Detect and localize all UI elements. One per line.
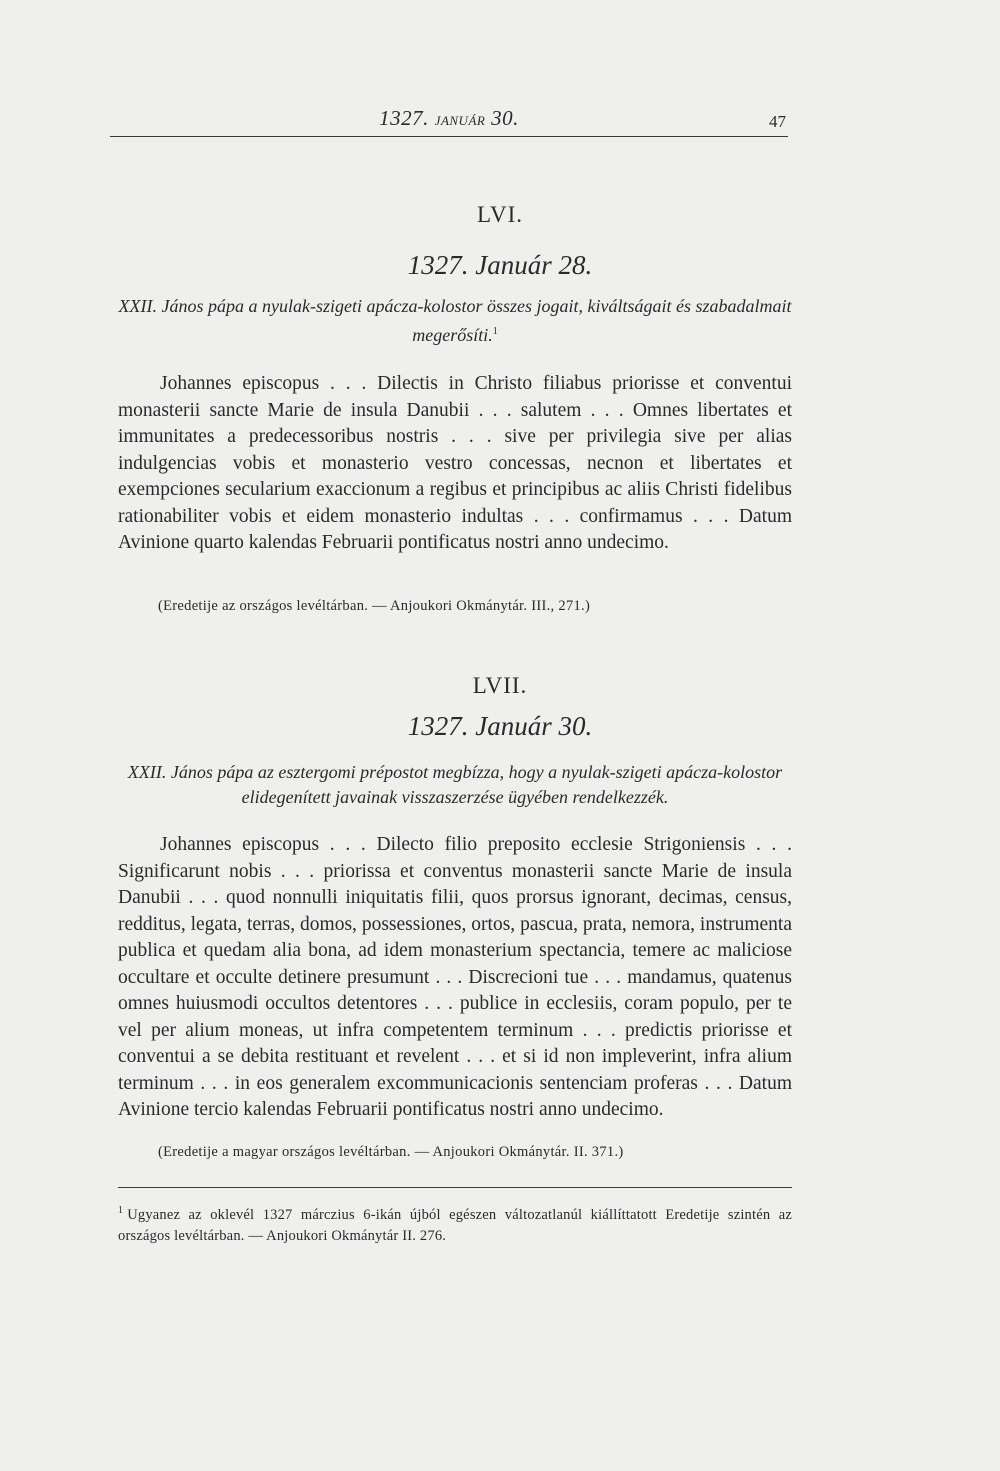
running-title-day: 30. xyxy=(491,106,519,130)
regest-text: XXII. János pápa a nyulak-szigeti apácza-kolostor összes jogait, kiváltságait és szabadalmait megerősíti. xyxy=(118,296,792,345)
source-note: (Eredetije az országos levéltárban. — Anjoukori Okmánytár. III., 271.) xyxy=(158,598,591,614)
page-number: 47 xyxy=(769,112,786,131)
running-title-month: JANUÁR xyxy=(434,113,486,128)
source-note: (Eredetije a magyar országos levéltárban. — Anjoukori Okmánytár. II. 371.) xyxy=(158,1144,624,1160)
footnote-reference: 1 xyxy=(492,326,498,337)
document-number: LVII. xyxy=(472,673,528,698)
document-date: 1327. Január 30. xyxy=(407,711,593,741)
body-paragraph: Johannes episcopus . . . Dilectis in Christo filiabus priorisse et conventui monasterii sancte Marie de insula Danubii . . . salutem . . . Omnes libertates et immunitates a predecessoribus nostris . . . sive per privilegia sive per alias indulgencias vobis et monasterio vestro concessas, necnon et libertates et exempciones secularium exaccionum a regibus et principibus ac aliis Christi fidelibus rationabiliter vobis et eidem monasterio indultas . . . confirmamus . . . Datum Avinione quarto kalendas Februarii pontificatus nostri anno undecimo. xyxy=(118,373,792,553)
document-body xyxy=(118,371,792,557)
running-title-year: 1327. xyxy=(379,106,429,130)
footnote-mark: 1 xyxy=(118,1205,124,1216)
running-title xyxy=(110,106,788,131)
footnote-text: Ugyanez az oklevél 1327 márczius 6-ikán újból egészen változatlanúl kiállíttatott Eredetije szintén az országos levéltárban. — Anjoukori Okmánytár II. 276. xyxy=(118,1206,792,1244)
document-body xyxy=(118,832,792,1124)
footnote xyxy=(118,1200,792,1247)
running-head xyxy=(110,104,788,137)
body-paragraph: Johannes episcopus . . . Dilecto filio preposito ecclesie Strigoniensis . . . Significarunt nobis . . . priorissa et conventus monasterii sancte Marie de insula Danubii . . . quod nonnulli iniquitatis filii, quos prorsus ignorant, decimas, census, redditus, legata, terras, domos, possessiones, ortos, pascua, prata, nemora, instrumenta publica et quedam alia bona, ad idem monasterium spectancia, temere ac maliciose occultare et occulte detinere presumunt . . . Discrecioni tue . . . mandamus, quatenus omnes huiusmodi occultos detentores . . . publice in ecclesiis, coram populo, per te vel per alium moneas, ut infra competentem terminum . . . predictis priorisse et conventui a se debita restituant et revelent . . . et si id non impleverint, infra alium terminum . . . in eos generalem excommunicacionis sentenciam proferas . . . Datum Avinione tercio kalendas Februarii pontificatus nostri anno undecimo. xyxy=(118,834,792,1120)
document-regest xyxy=(118,294,792,348)
document-number: LVI. xyxy=(477,202,523,227)
footnote-divider xyxy=(118,1187,792,1188)
document-regest: XXII. János pápa az esztergomi prépostot megbízza, hogy a nyulak-szigeti apácza-kolostor elidegenített javainak visszaszerzése ügyében rendelkezzék. xyxy=(127,762,783,807)
document-date: 1327. Január 28. xyxy=(407,250,593,280)
